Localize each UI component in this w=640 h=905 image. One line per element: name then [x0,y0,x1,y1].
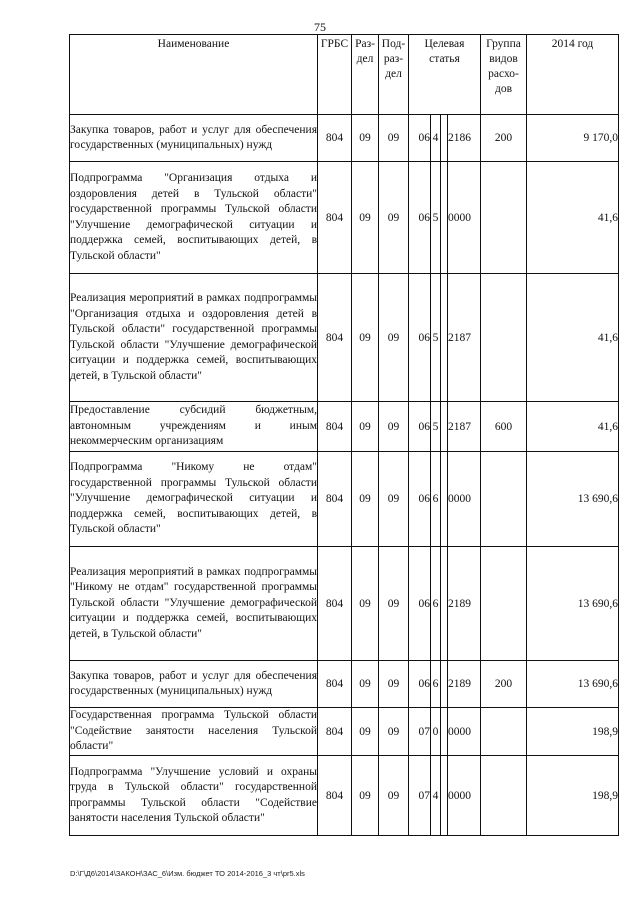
row-vid [481,452,527,547]
row-grbs: 804 [318,547,352,661]
row-cs-code: 2186 [448,115,481,162]
row-amount: 41,6 [527,402,619,452]
row-cs-program: 06 [409,274,431,402]
table-row [70,115,619,162]
row-name: Подпрограмма "Организация отдыха и оздоровления детей в Тульской области" государственной программы Тульской области "Улучшение демографической ситуации и поддержка семей, воспитывающих детей, в Тульской области" [70,162,318,274]
row-vid [481,708,527,756]
row-name: Предоставление субсидий бюджетным, автономным учреждениям и иным некоммерческим организациям [70,402,318,452]
row-razdel: 09 [352,115,379,162]
row-cs-program: 06 [409,162,431,274]
row-amount: 41,6 [527,274,619,402]
row-cs-gap [441,115,448,162]
row-name: Подпрограмма "Никому не отдам" государственной программы Тульской области "Улучшение демографической ситуации и поддержка семей, воспитывающих детей, в Тульской области" [70,452,318,547]
row-vid: 200 [481,115,527,162]
row-cs-gap [441,708,448,756]
row-grbs: 804 [318,162,352,274]
row-razdel: 09 [352,708,379,756]
header-grbs: ГРБС [318,35,352,115]
row-cs-gap [441,402,448,452]
row-cs-code: 0000 [448,708,481,756]
row-cs-gap [441,452,448,547]
row-grbs: 804 [318,115,352,162]
row-cs-gap [441,547,448,661]
table-row [70,547,619,661]
row-cs-gap [441,661,448,708]
row-cs-subprogram: 6 [431,661,441,708]
row-amount: 13 690,6 [527,547,619,661]
row-cs-subprogram: 6 [431,547,441,661]
row-podrazdel: 09 [379,452,409,547]
row-razdel: 09 [352,402,379,452]
row-vid [481,756,527,836]
row-podrazdel: 09 [379,661,409,708]
row-cs-subprogram: 5 [431,274,441,402]
table-row [70,162,619,274]
table-row [70,452,619,547]
row-amount: 13 690,6 [527,661,619,708]
row-razdel: 09 [352,274,379,402]
row-razdel: 09 [352,756,379,836]
row-name: Закупка товаров, работ и услуг для обеспечения государственных (муниципальных) нужд [70,115,318,162]
header-celevaya: Целевая статья [409,35,481,115]
row-cs-subprogram: 0 [431,708,441,756]
row-vid: 200 [481,661,527,708]
row-cs-program: 06 [409,661,431,708]
table-body [70,115,619,836]
row-grbs: 804 [318,274,352,402]
row-cs-program: 06 [409,402,431,452]
row-cs-program: 07 [409,756,431,836]
row-podrazdel: 09 [379,115,409,162]
row-razdel: 09 [352,547,379,661]
row-cs-program: 06 [409,547,431,661]
row-cs-code: 2187 [448,402,481,452]
table-row [70,402,619,452]
row-cs-subprogram: 6 [431,452,441,547]
budget-table [69,34,619,836]
header-podrazdel: Под-раз-дел [379,35,409,115]
table-row [70,756,619,836]
row-cs-program: 06 [409,115,431,162]
row-amount: 198,9 [527,708,619,756]
row-razdel: 09 [352,452,379,547]
row-cs-code: 2189 [448,547,481,661]
row-cs-code: 0000 [448,452,481,547]
row-podrazdel: 09 [379,274,409,402]
row-cs-program: 07 [409,708,431,756]
table-row [70,274,619,402]
row-cs-gap [441,162,448,274]
row-cs-code: 2187 [448,274,481,402]
row-grbs: 804 [318,756,352,836]
header-razdel: Раз-дел [352,35,379,115]
row-amount: 41,6 [527,162,619,274]
file-path-footer: D:\Г\Д6\2014\ЗАКОН\ЗАС_6\Изм. бюджет ТО 2014-2016_3 чт\pr5.xls [70,869,305,878]
row-vid [481,162,527,274]
row-name: Реализация мероприятий в рамках подпрограммы "Никому не отдам" государственной программы Тульской области "Улучшение демографической ситуации и поддержка семей, воспитывающих детей, в Тульской области" [70,547,318,661]
header-2014: 2014 год [527,35,619,115]
row-grbs: 804 [318,452,352,547]
row-cs-code: 0000 [448,756,481,836]
table-row [70,708,619,756]
row-grbs: 804 [318,402,352,452]
row-name: Государственная программа Тульской области "Содействие занятости населения Тульской области" [70,708,318,756]
header-gruppa: Группа видов расхо-дов [481,35,527,115]
row-razdel: 09 [352,661,379,708]
row-name: Реализация мероприятий в рамках подпрограммы "Организация отдыха и оздоровления детей в Тульской области" государственной программы Тульской области "Улучшение демографической ситуации и поддержка семей, воспитывающих детей, в Тульской области" [70,274,318,402]
page-number: 75 [314,20,326,34]
header-name: Наименование [70,35,318,115]
row-podrazdel: 09 [379,547,409,661]
row-grbs: 804 [318,661,352,708]
row-amount: 198,9 [527,756,619,836]
row-podrazdel: 09 [379,708,409,756]
row-amount: 9 170,0 [527,115,619,162]
row-podrazdel: 09 [379,162,409,274]
row-name: Закупка товаров, работ и услуг для обеспечения государственных (муниципальных) нужд [70,661,318,708]
row-cs-code: 0000 [448,162,481,274]
row-name: Подпрограмма "Улучшение условий и охраны труда в Тульской области" государственной программы Тульской области "Содействие занятости населения Тульской области" [70,756,318,836]
row-cs-subprogram: 4 [431,756,441,836]
row-vid [481,274,527,402]
row-vid: 600 [481,402,527,452]
row-razdel: 09 [352,162,379,274]
row-amount: 13 690,6 [527,452,619,547]
row-grbs: 804 [318,708,352,756]
row-cs-program: 06 [409,452,431,547]
row-cs-subprogram: 4 [431,115,441,162]
row-podrazdel: 09 [379,402,409,452]
row-vid [481,547,527,661]
row-cs-code: 2189 [448,661,481,708]
table-row [70,661,619,708]
row-cs-subprogram: 5 [431,402,441,452]
row-cs-gap [441,274,448,402]
row-podrazdel: 09 [379,756,409,836]
row-cs-gap [441,756,448,836]
row-cs-subprogram: 5 [431,162,441,274]
table-header-row [70,35,619,115]
